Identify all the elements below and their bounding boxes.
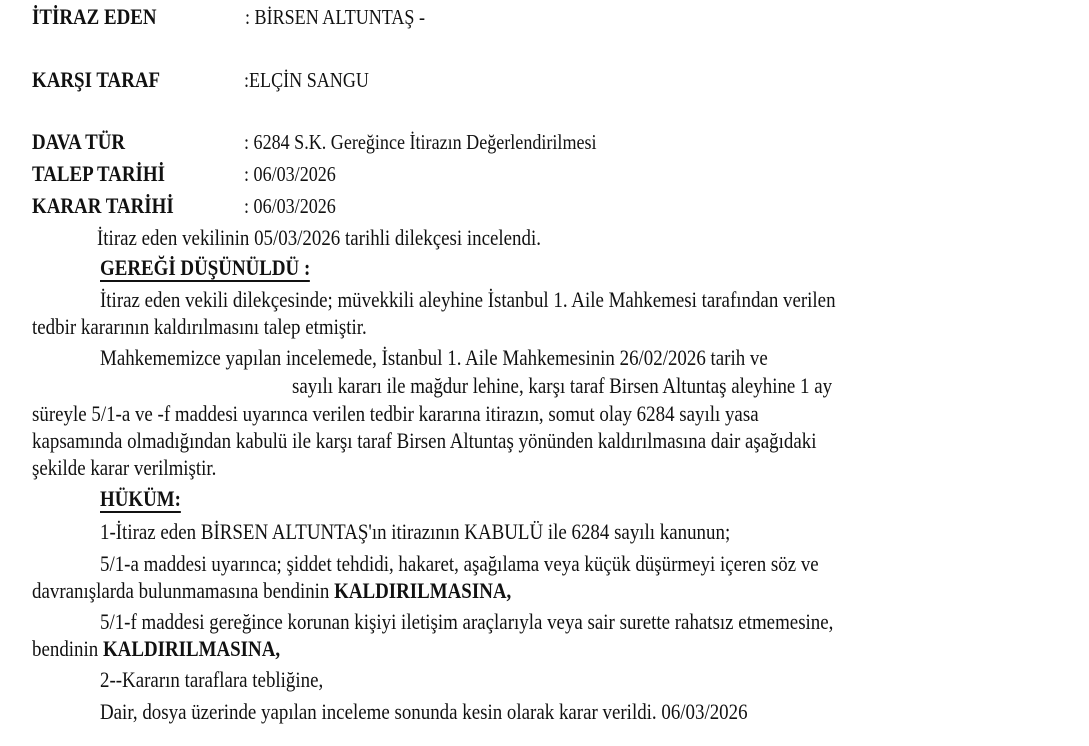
paragraph-2-line: Mahkememizce yapılan incelemede, İstanbul 1. Aile Mahkemesinin 26/02/2026 tarih ve — [100, 345, 768, 370]
closing-statement: Dair, dosya üzerinde yapılan inceleme sonunda kesin olarak karar verildi. 06/03/2026 — [100, 699, 748, 724]
item-emphasis: KALDIRILMASINA, — [102, 636, 281, 661]
header-field-case-type — [32, 129, 125, 155]
field-value: : BİRSEN ALTUNTAŞ - — [245, 5, 426, 29]
header-field-counterparty — [32, 67, 160, 93]
header-value-counterparty — [244, 67, 369, 93]
header-field-decision-date — [32, 193, 174, 219]
header-value-decision-date — [244, 193, 336, 219]
header-value-request-date — [244, 161, 336, 187]
verdict-item-1a-line — [32, 578, 511, 604]
field-label: KARAR TARİHİ — [32, 193, 174, 218]
field-value: : 06/03/2026 — [244, 162, 336, 186]
section-heading-verdict — [100, 486, 181, 512]
paragraph-1-line: tedbir kararının kaldırılmasını talep etmiştir. — [32, 314, 367, 339]
verdict-item-2: 2--Kararın taraflara tebliğine, — [100, 667, 324, 692]
intro-text: İtiraz eden vekilinin 05/03/2026 tarihli dilekçesi incelendi. — [97, 225, 541, 250]
item-emphasis: KALDIRILMASINA, — [334, 578, 512, 603]
verdict-item-1f-line: 5/1-f maddesi gereğince korunan kişiyi iletişim araçlarıyla veya sair surette rahatsız etmemesine, — [100, 609, 834, 634]
header-value-case-type — [244, 129, 597, 155]
field-label: DAVA TÜR — [32, 129, 126, 154]
section-heading-considered — [100, 255, 310, 281]
header-field-objector — [32, 4, 157, 30]
header-value-objector — [245, 4, 425, 30]
paragraph-2-line: sayılı kararı ile mağdur lehine, karşı taraf Birsen Altuntaş aleyhine 1 ay — [292, 373, 833, 398]
paragraph-2-line: süreyle 5/1-a ve -f maddesi uyarınca verilen tedbir kararına itirazın, somut olay 6284 sayılı yasa — [32, 401, 759, 426]
field-label: İTİRAZ EDEN — [32, 4, 157, 29]
field-value: : 6284 S.K. Gereğince İtirazın Değerlendirilmesi — [244, 130, 597, 154]
verdict-item-1: 1-İtiraz eden BİRSEN ALTUNTAŞ'ın itirazının KABULÜ ile 6284 sayılı kanunun; — [100, 519, 731, 544]
field-value: :ELÇİN SANGU — [244, 68, 369, 92]
heading-text: GEREĞİ DÜŞÜNÜLDÜ : — [100, 255, 311, 280]
verdict-item-1f-line — [32, 636, 280, 662]
paragraph-2-line: şekilde karar verilmiştir. — [32, 455, 217, 480]
paragraph-2-line: kapsamında olmadığından kabulü ile karşı taraf Birsen Altuntaş yönünden kaldırılmasına dair aşağıdaki — [32, 428, 817, 453]
verdict-item-1a-line: 5/1-a maddesi uyarınca; şiddet tehdidi, hakaret, aşağılama veya küçük düşürmeyi içeren söz ve — [100, 551, 819, 576]
item-text: davranışlarda bulunmamasına bendinin — [32, 578, 335, 603]
field-value: : 06/03/2026 — [244, 194, 336, 218]
field-label: KARŞI TARAF — [32, 67, 161, 92]
heading-text: HÜKÜM: — [100, 486, 181, 511]
paragraph-1-line: İtiraz eden vekili dilekçesinde; müvekkili aleyhine İstanbul 1. Aile Mahkemesi tarafından verilen — [100, 287, 836, 312]
field-label: TALEP TARİHİ — [32, 161, 166, 186]
item-text: bendinin — [32, 636, 103, 661]
header-field-request-date — [32, 161, 165, 187]
